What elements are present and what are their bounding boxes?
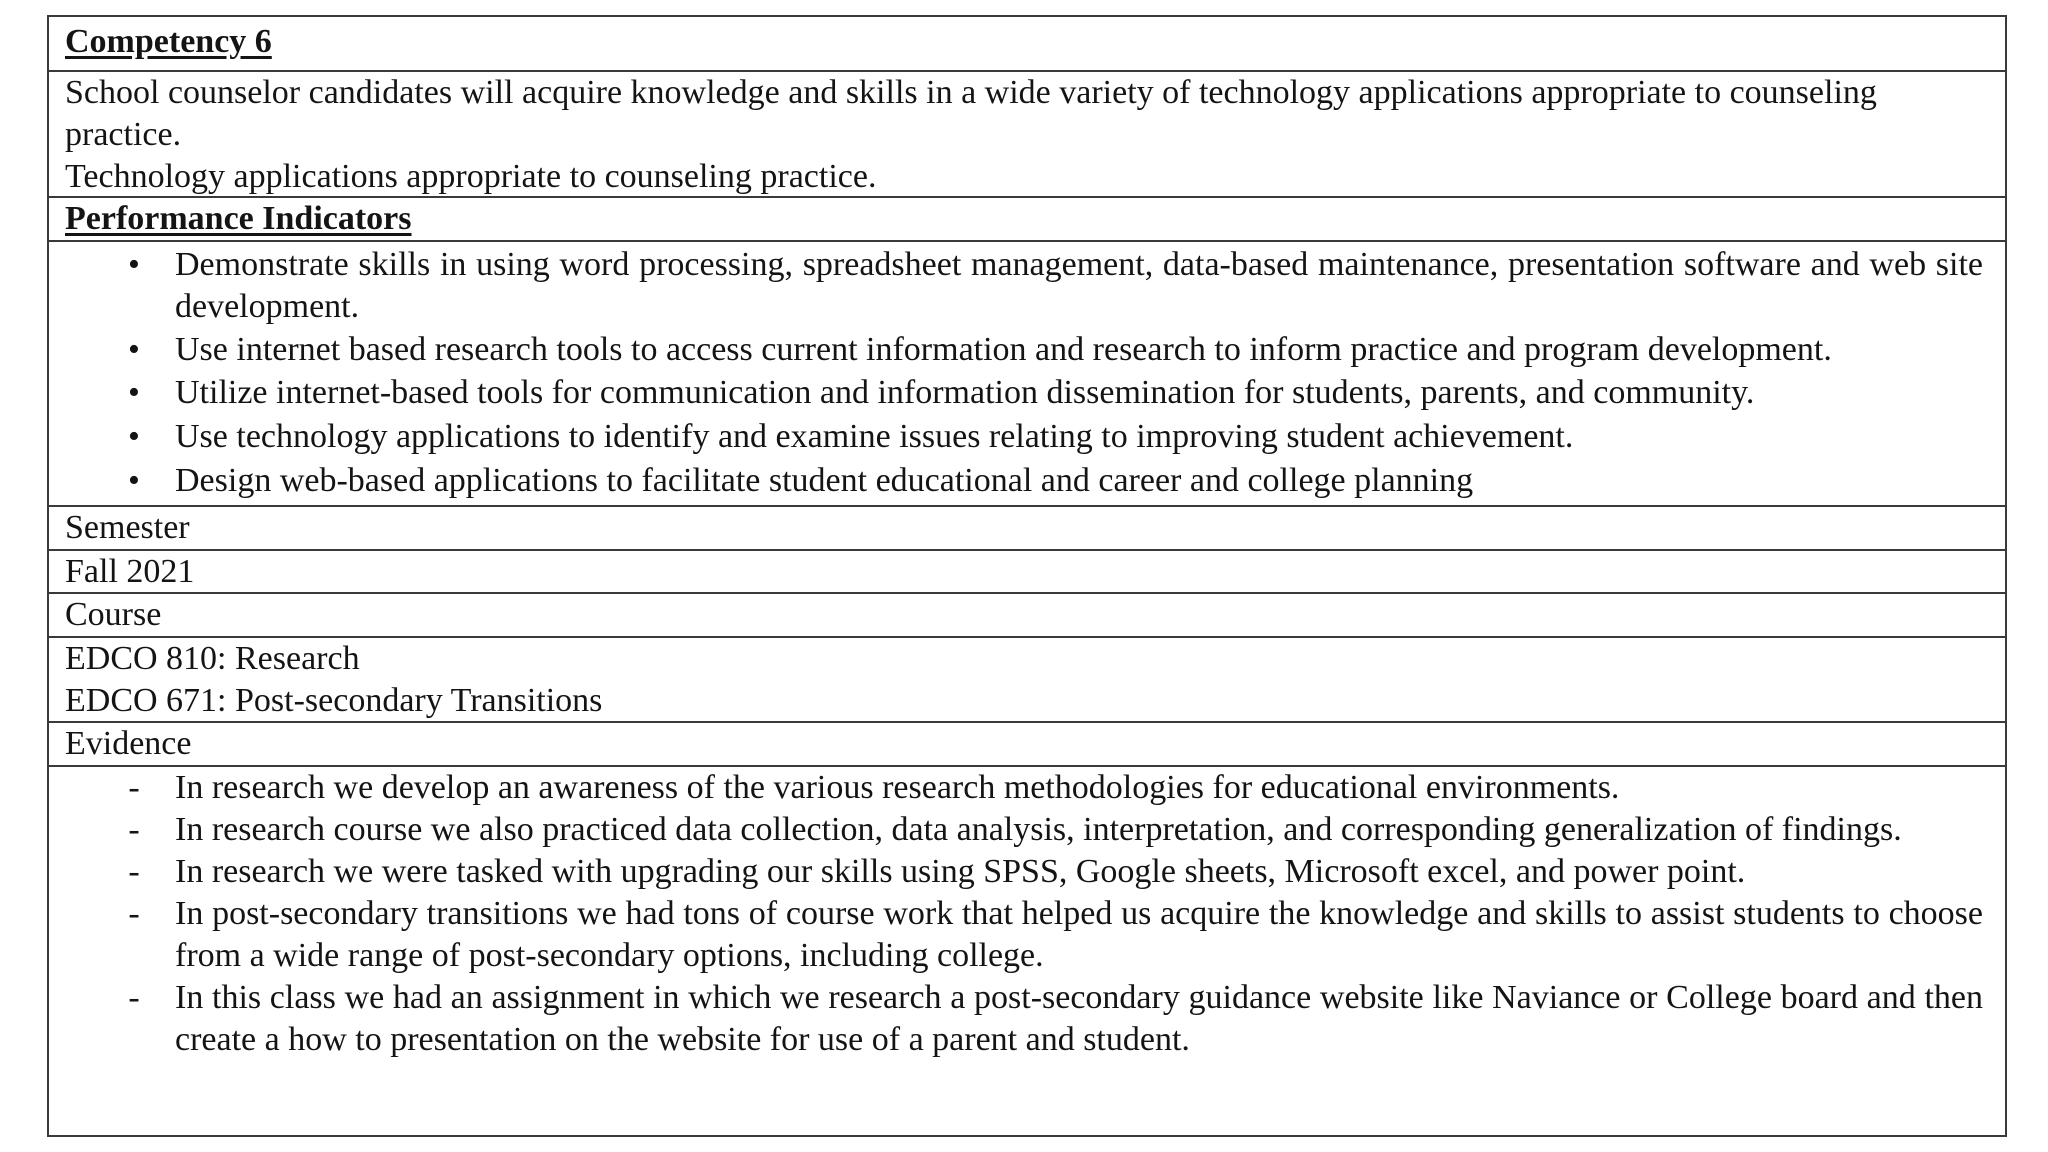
performance-indicators-row: [49, 242, 2005, 507]
evidence-text: In research we develop an awareness of the various research methodologies for educational environments.: [175, 769, 1620, 806]
competency-title: Competency 6: [65, 23, 272, 60]
bullet-marker: •: [128, 418, 140, 455]
evidence-text: In post-secondary transitions we had tons of course work that helped us acquire the knowledge and skills to assist students to choose from a wide range of post-secondary options, including college.: [175, 895, 1983, 974]
indicator-text: Design web-based applications to facilitate student educational and career and college planning: [175, 462, 1474, 499]
list-item: [65, 372, 1989, 414]
competency-summary: Technology applications appropriate to counseling practice.: [65, 158, 877, 195]
dash-marker: -: [128, 853, 140, 890]
list-item: [65, 977, 1989, 1061]
evidence-text: In research we were tasked with upgrading our skills using SPSS, Google sheets, Microsoft excel, and power point.: [175, 853, 1746, 890]
semester-label-row: [49, 507, 2005, 551]
evidence-text: In research course we also practiced data collection, data analysis, interpretation, and corresponding generalization of findings.: [175, 811, 1902, 848]
dash-marker: -: [128, 895, 140, 932]
bullet-marker: •: [128, 331, 140, 368]
semester-value-row: [49, 551, 2005, 594]
bullet-marker: •: [128, 374, 140, 411]
course-name: EDCO 671: Post-secondary Transitions: [65, 682, 603, 719]
competency-title-row: [49, 17, 2005, 72]
performance-indicators-list: [65, 244, 1989, 502]
bullet-marker: •: [128, 246, 140, 283]
competency-description-row: [49, 72, 2005, 198]
competency-table: [47, 15, 2007, 1137]
dash-marker: -: [128, 811, 140, 848]
indicator-text: Utilize internet-based tools for communication and information dissemination for students, parents, and community.: [175, 374, 1755, 411]
list-item: [65, 460, 1989, 502]
performance-indicators-heading-row: [49, 198, 2005, 242]
evidence-label-row: [49, 723, 2005, 767]
dash-marker: -: [128, 979, 140, 1016]
list-item: [65, 244, 1989, 328]
indicator-text: Use internet based research tools to access current information and research to inform practice and program development.: [175, 331, 1832, 368]
semester-label: Semester: [65, 509, 190, 546]
course-label-row: [49, 594, 2005, 638]
evidence-list: [65, 767, 1989, 1061]
evidence-text: In this class we had an assignment in which we research a post-secondary guidance website like Naviance or College board and then create a how to presentation on the website for use of a parent and student.: [175, 979, 1983, 1058]
semester-value: Fall 2021: [65, 553, 195, 590]
list-item: [65, 767, 1989, 809]
indicator-text: Demonstrate skills in using word processing, spreadsheet management, data-based maintenance, presentation software and web site development.: [175, 246, 1983, 325]
course-name: EDCO 810: Research: [65, 640, 360, 677]
course-values-row: [49, 638, 2005, 723]
evidence-row: [49, 767, 2005, 1061]
list-item: [65, 893, 1989, 977]
course-label: Course: [65, 596, 162, 633]
list-item: [65, 416, 1989, 458]
indicator-text: Use technology applications to identify and examine issues relating to improving student achievement.: [175, 418, 1574, 455]
bullet-marker: •: [128, 462, 140, 499]
list-item: [65, 851, 1989, 893]
competency-description: School counselor candidates will acquire knowledge and skills in a wide variety of technology applications appropriate to counseling practice.: [65, 74, 1877, 153]
performance-indicators-title: Performance Indicators: [65, 200, 412, 237]
list-item: [65, 809, 1989, 851]
evidence-label: Evidence: [65, 725, 192, 762]
list-item: [65, 329, 1989, 371]
dash-marker: -: [128, 769, 140, 806]
